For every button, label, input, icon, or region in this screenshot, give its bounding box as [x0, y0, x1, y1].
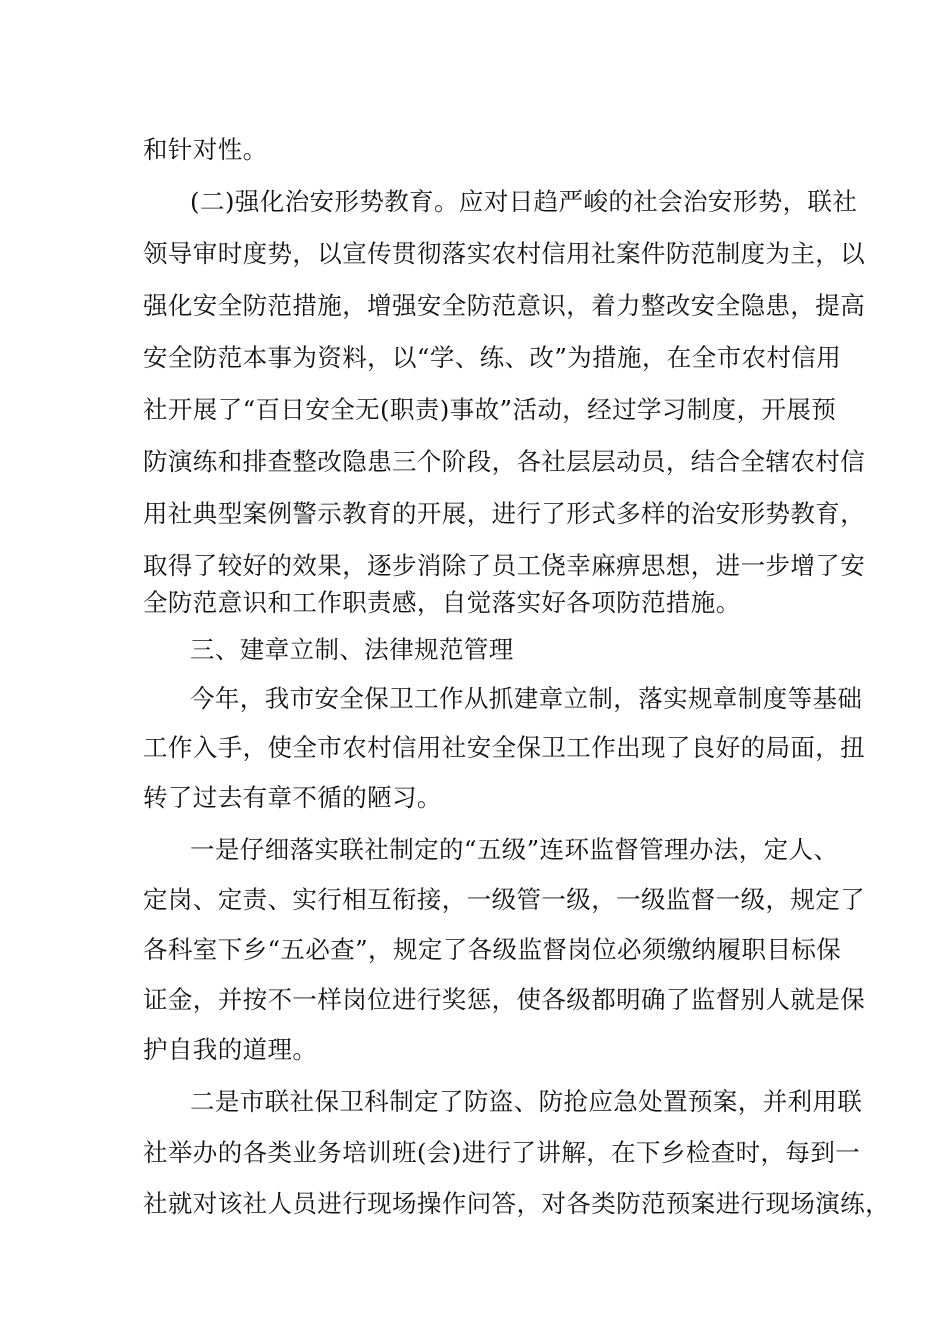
section-heading: 三、建章立制、法律规范管理 [190, 635, 514, 664]
text-line-22: 社就对该社人员进行现场操作问答，对各类防范预案进行现场演练， [143, 1189, 890, 1218]
text-line-5: 安全防范本事为资料，以“学、练、改”为措施，在全市农村信用 [143, 343, 842, 372]
text-line-16: 定岗、定责、实行相互衔接，一级管一级，一级监督一级，规定了 [143, 885, 866, 914]
text-line-10: 全防范意识和工作职责感，自觉落实好各项防范措施。 [143, 588, 741, 617]
text-line-19: 护自我的道理。 [143, 1035, 318, 1064]
text-line-8: 用社典型案例警示教育的开展，进行了形式多样的治安形势教育， [143, 499, 866, 528]
text-line-6: 社开展了“百日安全无(职责)事故”活动，经过学习制度，开展预 [143, 395, 837, 424]
text-line-15: 一是仔细落实联社制定的“五级”连环监督管理办法，定人、 [190, 835, 839, 864]
text-line-14: 转了过去有章不循的陋习。 [143, 783, 442, 812]
text-line-4: 强化安全防范措施，增强安全防范意识，着力整改安全隐患，提高 [143, 291, 866, 320]
text-line-12: 今年，我市安全保卫工作从抓建章立制，落实规章制度等基础 [190, 684, 863, 713]
text-line-2: (二)强化治安形势教育。应对日趋严峻的社会治安形势，联社 [190, 187, 858, 216]
text-line-7: 防演练和排查整改隐患三个阶段，各社层层动员，结合全辖农村信 [143, 447, 866, 476]
text-line-1: 和针对性。 [143, 135, 268, 164]
text-line-13: 工作入手，使全市农村信用社安全保卫工作出现了良好的局面，扭 [143, 733, 866, 762]
text-line-21: 社举办的各类业务培训班(会)进行了讲解，在下乡检查时，每到一 [143, 1138, 861, 1167]
text-line-3: 领导审时度势，以宣传贯彻落实农村信用社案件防范制度为主，以 [143, 239, 866, 268]
text-line-20: 二是市联社保卫科制定了防盗、防抢应急处置预案，并利用联 [190, 1087, 863, 1116]
text-line-9: 取得了较好的效果，逐步消除了员工侥幸麻痹思想，进一步增了安 [143, 551, 866, 580]
text-line-18: 证金，并按不一样岗位进行奖惩，使各级都明确了监督别人就是保 [143, 985, 866, 1014]
text-line-17: 各科室下乡“五必查”，规定了各级监督岗位必须缴纳履职目标保 [143, 935, 842, 964]
